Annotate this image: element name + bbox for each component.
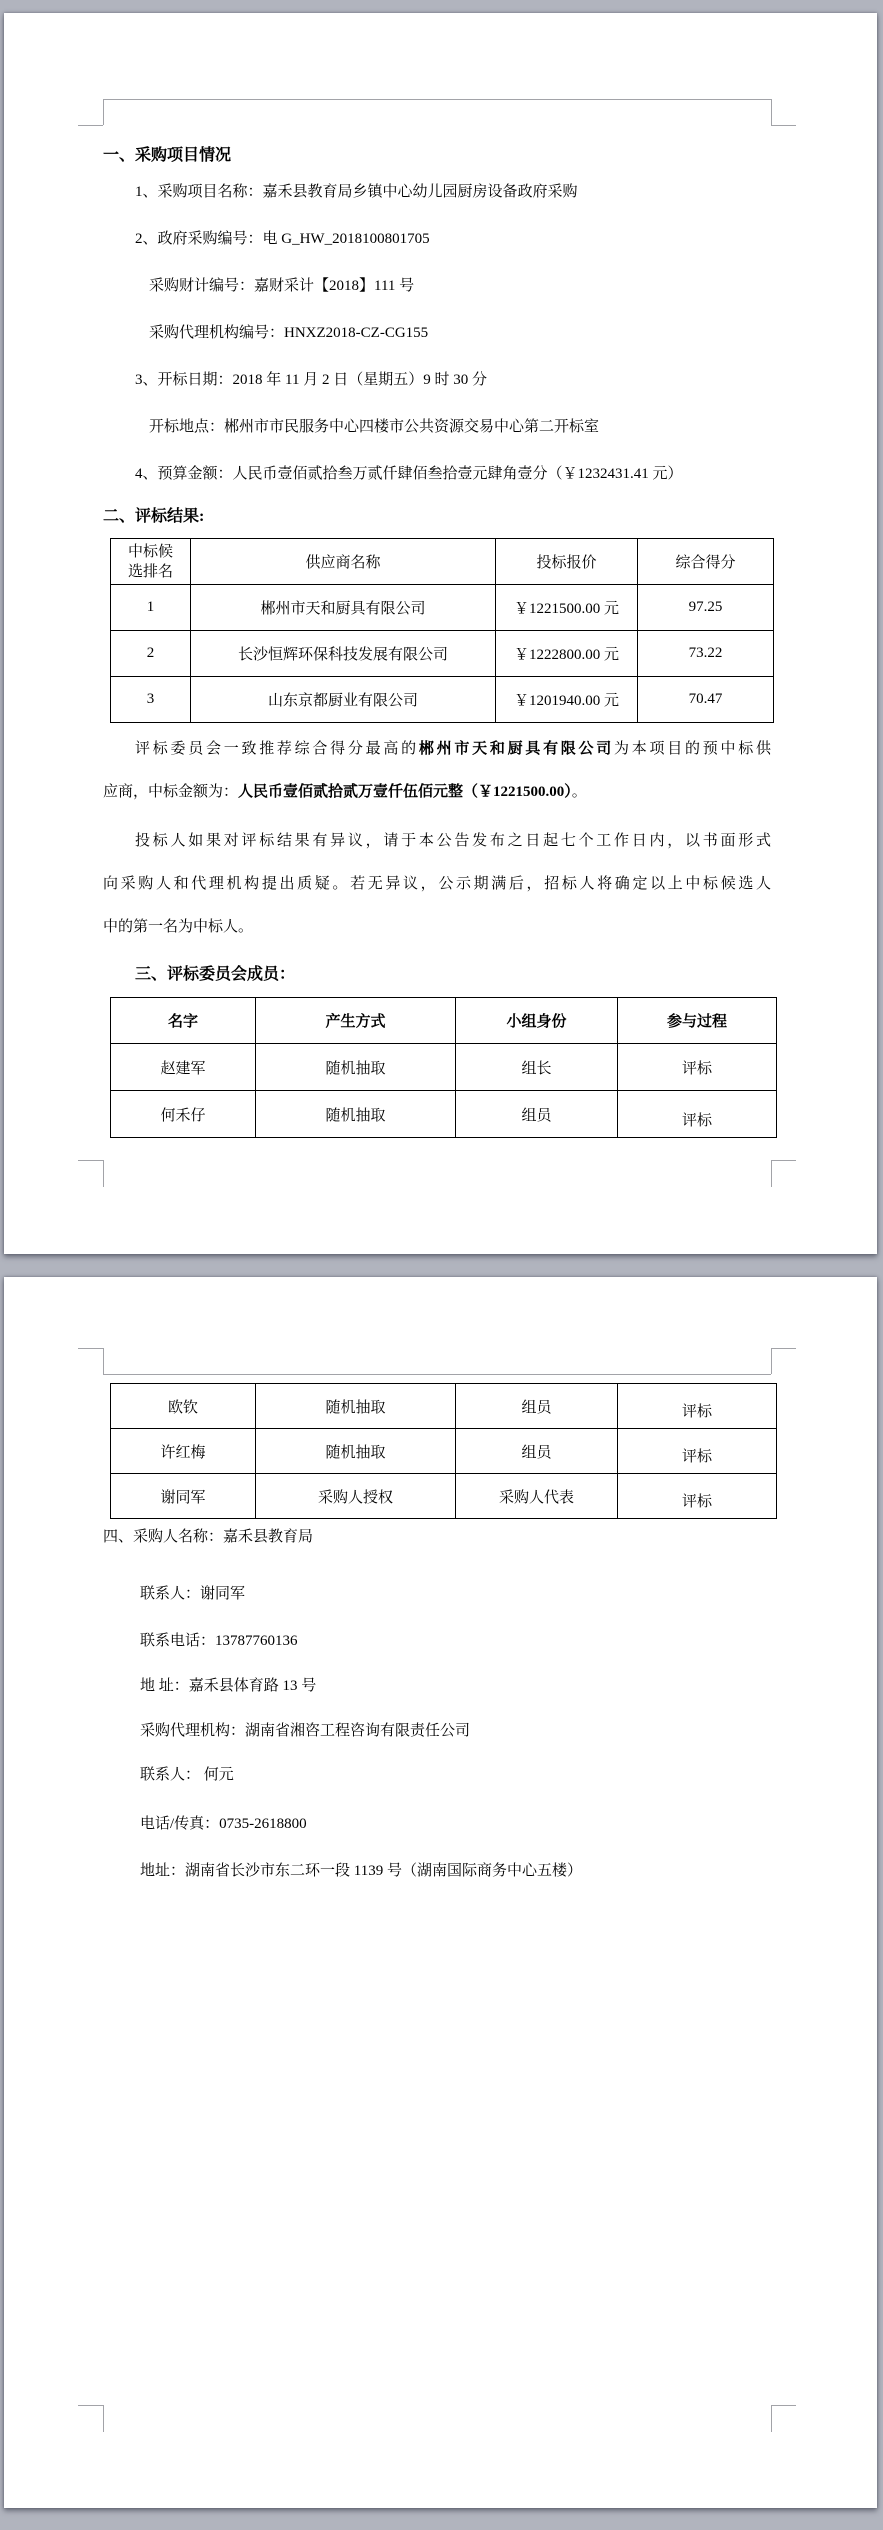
selection-method-cell: 随机抽取 [256,1044,456,1091]
participation-cell: 评标 [618,1091,777,1138]
para-text: 评标委员会一致推荐综合得分最高的 [135,741,419,757]
group-role-cell: 组长 [456,1044,618,1091]
table-row [111,1044,777,1091]
boundary-corner-mark [78,1160,103,1161]
score-cell: 70.47 [638,677,774,723]
col-header-score: 综合得分 [638,539,774,585]
committee-table-continued [110,1383,777,1519]
group-role-cell: 采购人代表 [456,1474,618,1519]
supplier-cell: 长沙恒辉环保科技发展有限公司 [191,631,496,677]
objection-line-1: 投标人如果对评标结果有异议，请于本公告发布之日起七个工作日内，以书面形式 [135,833,771,849]
boundary-corner-mark [103,2405,104,2432]
rank-cell: 2 [111,631,191,677]
selection-method-cell: 随机抽取 [256,1384,456,1429]
boundary-corner-mark [78,125,103,126]
supplier-cell: 山东京都厨业有限公司 [191,677,496,723]
group-role-cell: 组员 [456,1384,618,1429]
participation-cell: 评标 [618,1044,777,1091]
col-header-rank: 中标候选排名 [111,539,191,585]
item-bid-opening-date: 3、开标日期：2018 年 11 月 2 日（星期五）9 时 30 分 [135,372,487,388]
boundary-corner-mark [78,1348,103,1349]
table-row [111,585,774,631]
objection-line-3: 中的第一名为中标人。 [103,919,254,935]
col-header-participation: 参与过程 [618,998,777,1044]
col-header-selection-method: 产生方式 [256,998,456,1044]
group-role-cell: 组员 [456,1429,618,1474]
selection-method-cell: 采购人授权 [256,1474,456,1519]
supplier-cell: 郴州市天和厨具有限公司 [191,585,496,631]
page-1 [4,13,877,1254]
selection-method-cell: 随机抽取 [256,1091,456,1138]
member-name-cell: 许红梅 [111,1429,256,1474]
selection-method-cell: 随机抽取 [256,1429,456,1474]
bid-price-cell: ￥1201940.00 元 [496,677,638,723]
bid-price-cell: ￥1222800.00 元 [496,631,638,677]
boundary-corner-mark [103,99,104,125]
recommendation-line-1 [103,740,771,759]
col-header-supplier: 供应商名称 [191,539,496,585]
table-header-row [111,998,777,1044]
rank-cell: 1 [111,585,191,631]
col-header-group-role: 小组身份 [456,998,618,1044]
boundary-corner-mark [771,2405,796,2406]
agency-name: 采购代理机构：湖南省湘咨工程咨询有限责任公司 [140,1723,471,1739]
table-header-row [111,539,774,585]
score-cell: 97.25 [638,585,774,631]
participation-cell: 评标 [618,1474,777,1519]
winning-supplier-name: 郴州市天和厨具有限公司 [418,741,615,757]
item-budget-amount: 4、预算金额：人民币壹佰贰拾叁万贰仟肆佰叁拾壹元肆角壹分（￥1232431.41 元） [135,466,683,482]
item-finance-no: 采购财计编号：嘉财采计【2018】111 号 [149,278,415,294]
item-project-name: 1、采购项目名称：嘉禾县教育局乡镇中心幼儿园厨房设备政府采购 [135,184,578,200]
objection-line-2: 向采购人和代理机构提出质疑。若无异议，公示期满后，招标人将确定以上中标候选人 [103,876,771,892]
table-row [111,677,774,723]
committee-table [110,997,777,1138]
bid-price-cell: ￥1221500.00 元 [496,585,638,631]
rank-cell: 3 [111,677,191,723]
section4-title: 四、采购人名称：嘉禾县教育局 [103,1529,314,1545]
item-gov-procurement-no: 2、政府采购编号：电 G_HW_2018100801705 [135,231,430,247]
purchaser-contact-phone: 联系电话：13787760136 [140,1633,298,1649]
agency-address: 地址：湖南省长沙市东二环一段 1139 号（湖南国际商务中心五楼） [140,1863,582,1879]
member-name-cell: 何禾仔 [111,1091,256,1138]
participation-cell: 评标 [618,1384,777,1429]
purchaser-address: 地 址：嘉禾县体育路 13 号 [140,1678,317,1694]
boundary-corner-mark [103,1160,104,1187]
col-header-name: 名字 [111,998,256,1044]
para-text: 应商，中标金额为： [103,784,239,800]
group-role-cell: 组员 [456,1091,618,1138]
section2-title: 二、评标结果: [103,508,205,525]
item-agency-no: 采购代理机构编号：HNXZ2018-CZ-CG155 [149,325,429,341]
para-text: 为本项目的预中标供 [614,741,771,757]
table-row [111,1474,777,1519]
boundary-corner-mark [771,1348,772,1374]
col-header-bid-price: 投标报价 [496,539,638,585]
agency-contact-person: 联系人： 何元 [140,1767,234,1783]
table-row [111,631,774,677]
member-name-cell: 谢同军 [111,1474,256,1519]
item-bid-opening-place: 开标地点：郴州市市民服务中心四楼市公共资源交易中心第二开标室 [149,419,600,435]
member-name-cell: 欧钦 [111,1384,256,1429]
table-row [111,1384,777,1429]
section3-title: 三、评标委员会成员： [135,966,296,983]
boundary-corner-mark [771,1348,796,1349]
para-text: 。 [571,784,587,800]
boundary-corner-mark [771,1160,796,1161]
evaluation-result-table [110,538,774,723]
boundary-corner-mark [771,125,796,126]
boundary-corner-mark [771,2405,772,2432]
purchaser-contact-person: 联系人：谢同军 [140,1586,246,1602]
section1-title: 一、采购项目情况 [103,147,232,164]
winning-amount: 人民币壹佰贰拾贰万壹仟伍佰元整（￥1221500.00） [238,784,572,800]
table-row [111,1091,777,1138]
text-boundary-top-line [103,1374,771,1375]
member-name-cell: 赵建军 [111,1044,256,1091]
page-2 [4,1277,877,2508]
recommendation-line-2 [103,783,771,802]
agency-phone-fax: 电话/传真：0735-2618800 [140,1816,307,1832]
participation-cell: 评标 [618,1429,777,1474]
boundary-corner-mark [771,1160,772,1187]
boundary-corner-mark [78,2405,103,2406]
text-boundary-top-line [103,99,771,100]
score-cell: 73.22 [638,631,774,677]
table-row [111,1429,777,1474]
boundary-corner-mark [103,1348,104,1374]
boundary-corner-mark [771,99,772,125]
